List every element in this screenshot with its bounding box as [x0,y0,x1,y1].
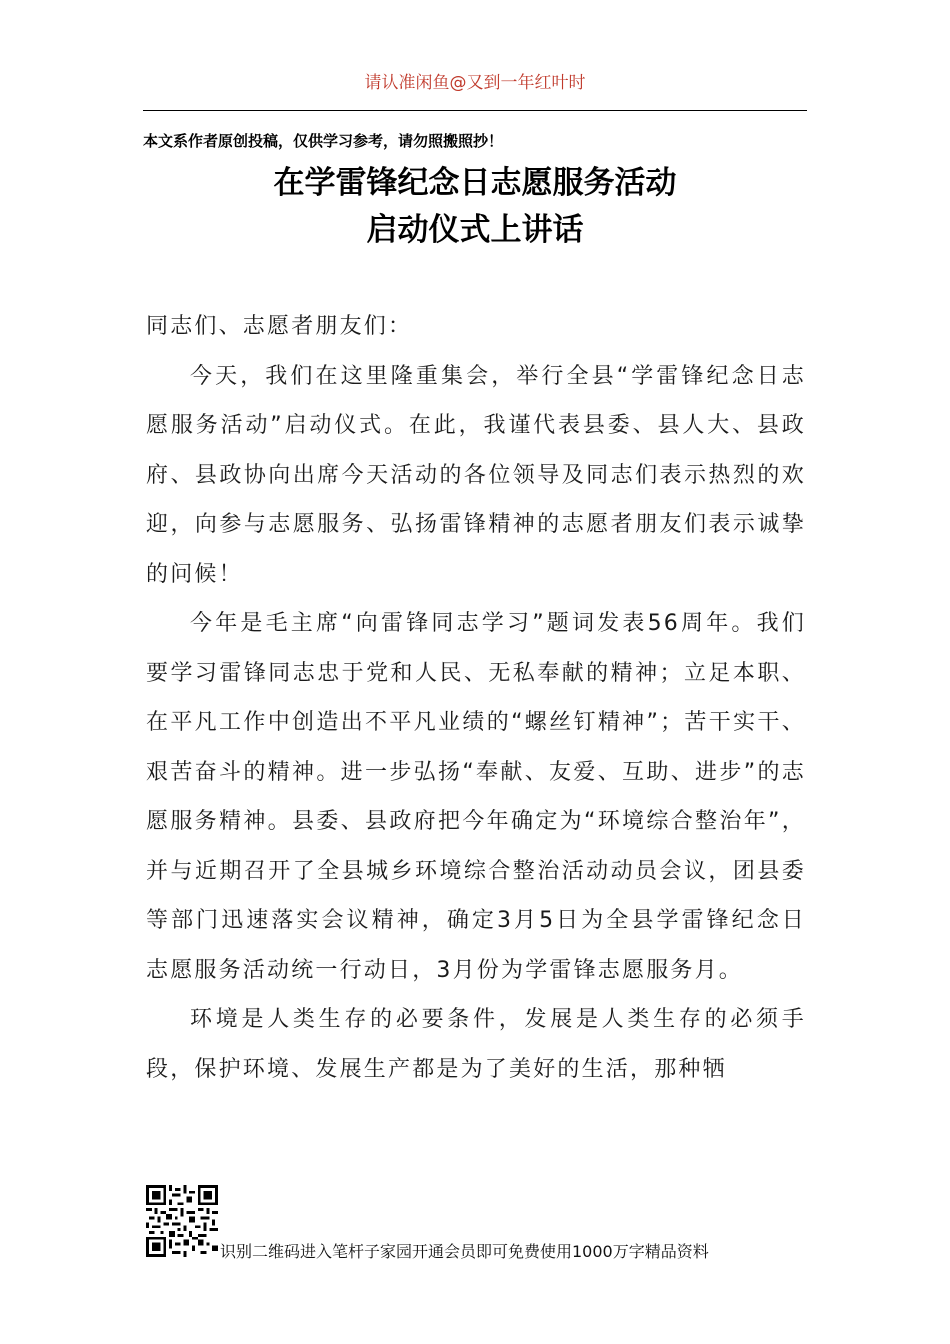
document-title-line1: 在学雷锋纪念日志愿服务活动 [273,165,677,201]
document-body [146,302,806,1094]
watermark-header: 请认准闲鱼@又到一年红叶时 [364,73,586,93]
header-rule [143,110,807,111]
paragraph: 今天，我们在这里隆重集会，举行全县“学雷锋纪念日志愿服务活动”启动仪式。在此，我谨代表县委、县人大、县政府、县政协向出席今天活动的各位领导及同志们表示热烈的欢迎，向参与志愿服务、弘扬雷锋精神的志愿者朋友们表示诚挚的问候！ [146,363,806,587]
footer-promo-text: 识别二维码进入笔杆子家园开通会员即可免费使用1000万字精品资料 [220,1242,709,1261]
copyright-notice: 本文系作者原创投稿，仅供学习参考，请勿照搬照抄！ [143,132,504,150]
paragraph: 今年是毛主席“向雷锋同志学习”题词发表56周年。我们要学习雷锋同志忠于党和人民、无私奉献的精神；立足本职、在平凡工作中创造出不平凡业绩的“螺丝钉精神”；苦干实干、艰苦奋斗的精神。进一步弘扬“奉献、友爱、互助、进步”的志愿服务精神。县委、县政府把今年确定为“环境综合整治年”，并与近期召开了全县城乡环境综合整治活动动员会议，团县委等部门迅速落实会议精神，确定3月5日为全县学雷锋纪念日志愿服务活动统一行动日，3月份为学雷锋志愿服务月。 [146,611,806,983]
document-title-line2: 启动仪式上讲话 [366,212,584,248]
paragraph: 环境是人类生存的必要条件，发展是人类生存的必须手段，保护环境、发展生产都是为了美好的生活，那种牺 [146,1007,806,1082]
footer [146,1185,810,1265]
salutation: 同志们、志愿者朋友们： [146,314,413,339]
qr-code-icon [146,1185,218,1257]
